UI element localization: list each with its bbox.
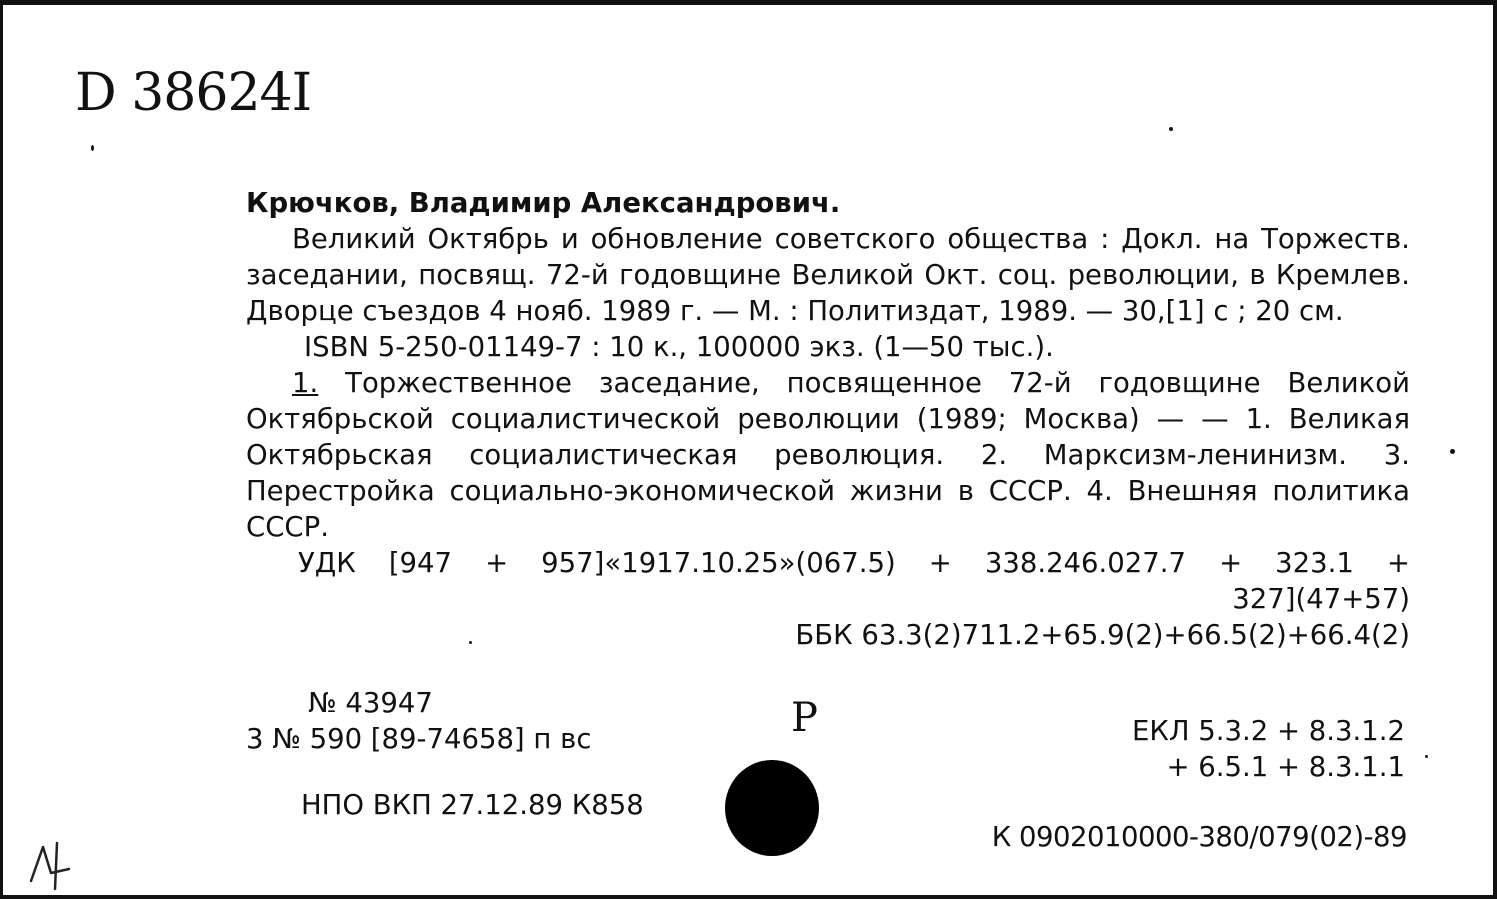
subjects-paragraph: Торжественное заседание, посвященное 72-й годовщине Великой Октябрьской социалистической революции (1989; Москва) — — 1. Великая Октябрьская социалистическая революция. 2. Марксизм-ленинизм. 3. Перестройка социально-экономической жизни в СССР. 4. Внешняя политика СССР. <box>246 367 1410 543</box>
bibliographic-entry <box>246 185 1410 653</box>
ekl-classification <box>1132 713 1405 785</box>
udk-line: УДК [947 + 957]«1917.10.25»(067.5) + 338.246.027.7 + 323.1 + <box>298 547 1410 579</box>
scan-speck <box>91 145 94 151</box>
scan-speck <box>1450 449 1455 454</box>
udk-continuation: 327](47+57) <box>1232 583 1410 615</box>
scan-speck <box>1425 755 1428 758</box>
k-index: К 0902010000-380/079(02)-89 <box>991 821 1407 853</box>
isbn-line: ISBN 5-250-01149-7 : 10 к., 100000 экз. (1—50 тыс.). <box>304 331 1054 363</box>
npo-line: НПО ВКП 27.12.89 К858 <box>301 789 644 821</box>
scan-speck <box>1169 127 1173 131</box>
catalog-number: D 38624I <box>75 63 312 123</box>
bbk-classification: ББК 63.3(2)711.2+65.9(2)+66.5(2)+66.4(2) <box>795 619 1410 651</box>
ekl-line-2: + 6.5.1 + 8.3.1.1 <box>1166 751 1405 783</box>
author-heading: Крючков, Владимир Александрович. <box>246 187 841 219</box>
record-number: № 43947 <box>308 687 433 719</box>
order-line: 3 № 590 [89-74658] п вс <box>246 723 592 755</box>
handwritten-scribble <box>21 833 81 893</box>
punch-hole <box>725 760 819 856</box>
ekl-line-1: ЕКЛ 5.3.2 + 8.3.1.2 <box>1131 715 1405 747</box>
scan-speck <box>469 641 472 644</box>
title-paragraph: Великий Октябрь и обновление советского общества : Докл. на Торжеств. заседании, посвящ. 72-й годовщине Великой Окт. соц. революции, в Кремлев. Дворце съездов 4 нояб. 1989 г. — М. : Политиздат, 1989. — 30,[1] с ; 20 см. <box>246 223 1410 327</box>
subject-number: 1. <box>292 367 319 399</box>
subjects-block <box>246 365 1410 545</box>
handwritten-mark: Р <box>791 695 818 741</box>
record-info <box>246 685 591 757</box>
